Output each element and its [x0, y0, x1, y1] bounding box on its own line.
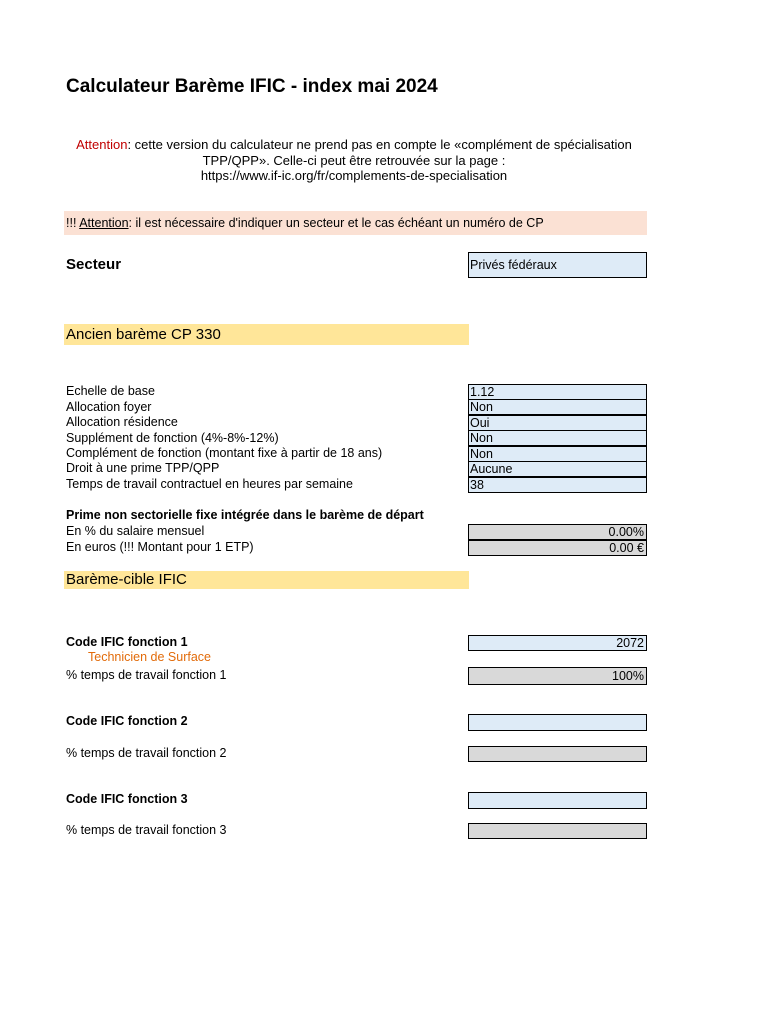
prime-tpp-input[interactable]: Aucune	[468, 461, 647, 477]
f3-pct-label: % temps de travail fonction 3	[66, 823, 227, 837]
row-label-allocation-residence: Allocation résidence	[66, 415, 178, 429]
warning-text: : il est nécessaire d'indiquer un secteur et le cas échéant un numéro de CP	[128, 216, 544, 230]
row-label-supplement-fonction: Supplément de fonction (4%-8%-12%)	[66, 431, 279, 445]
notice-text: : cette version du calculateur ne prend pas en compte le «complément de spécialisation TPP/QPP». Celle-ci peut être retrouvée sur la page :	[127, 137, 632, 168]
f1-description: Technicien de Surface	[88, 650, 211, 664]
echelle-input[interactable]: 1.12	[468, 384, 647, 400]
row-label-allocation-foyer: Allocation foyer	[66, 400, 152, 414]
row-label-complement-fonction: Complément de fonction (montant fixe à partir de 18 ans)	[66, 446, 383, 460]
notice-attention-label: Attention	[76, 137, 128, 152]
complement-fonction-input[interactable]: Non	[468, 446, 647, 462]
prime-pct-label: En % du salaire mensuel	[66, 524, 205, 538]
secteur-label: Secteur	[66, 256, 122, 273]
prime-header: Prime non sectorielle fixe intégrée dans le barème de départ	[66, 508, 424, 522]
allocation-residence-input[interactable]: Oui	[468, 415, 647, 431]
f1-pct-label: % temps de travail fonction 1	[66, 668, 227, 682]
prime-eur-label: En euros (!!! Montant pour 1 ETP)	[66, 540, 254, 554]
allocation-foyer-input[interactable]: Non	[468, 399, 647, 415]
secteur-input[interactable]: Privés fédéraux	[468, 252, 647, 278]
row-label-temps-travail: Temps de travail contractuel en heures par semaine	[66, 477, 353, 491]
warning-prefix: !!!	[66, 216, 80, 230]
attention-notice	[66, 137, 642, 184]
f1-pct-value: 100%	[468, 667, 647, 685]
prime-pct-value: 0.00%	[468, 524, 647, 540]
temps-travail-input[interactable]: 38	[468, 477, 647, 493]
f2-label: Code IFIC fonction 2	[66, 714, 188, 728]
f3-code-input[interactable]	[468, 792, 647, 809]
f1-code-input[interactable]: 2072	[468, 635, 647, 651]
f3-label: Code IFIC fonction 3	[66, 792, 188, 806]
row-label-prime-tpp: Droit à une prime TPP/QPP	[66, 461, 220, 475]
supplement-fonction-input[interactable]: Non	[468, 430, 647, 446]
f2-pct-value	[468, 746, 647, 762]
f3-pct-value	[468, 823, 647, 839]
page-title: Calculateur Barème IFIC - index mai 2024	[66, 76, 438, 97]
prime-eur-value: 0.00 €	[468, 540, 647, 556]
bareme-cible-header: Barème-cible IFIC	[64, 571, 469, 589]
warning-attention-label: Attention	[79, 216, 129, 230]
f2-pct-label: % temps de travail fonction 2	[66, 746, 227, 760]
ancien-bareme-header: Ancien barème CP 330	[64, 324, 469, 345]
f2-code-input[interactable]	[468, 714, 647, 731]
notice-url[interactable]: https://www.if-ic.org/fr/complements-de-specialisation	[200, 168, 508, 183]
warning-bar	[64, 211, 647, 235]
f1-label: Code IFIC fonction 1	[66, 635, 188, 649]
row-label-echelle: Echelle de base	[66, 384, 155, 398]
